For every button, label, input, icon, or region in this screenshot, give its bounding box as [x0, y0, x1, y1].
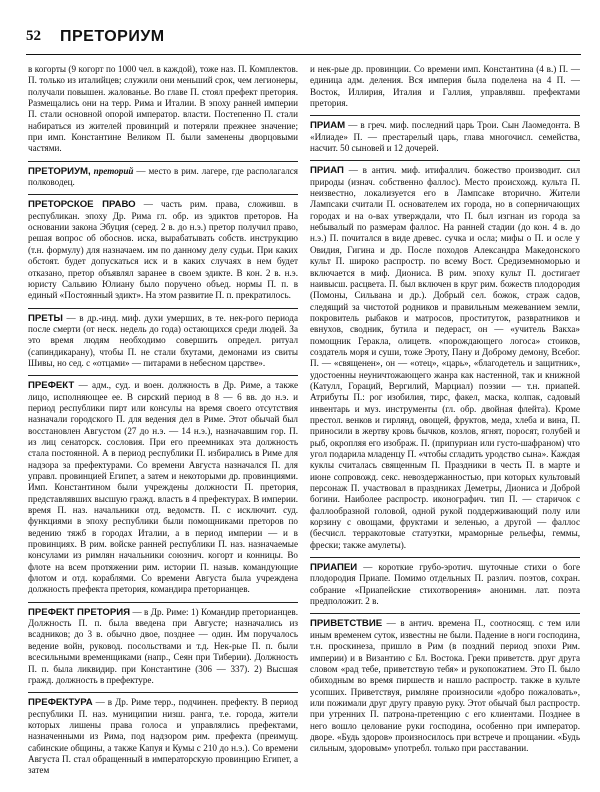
entry-text: — короткие грубо-эротич. шуточные стихи о боге плодородия Приапе. Помимо отдельных П. различ. поэтов, сохран. собрание «Приапейские стихотворения» анонимн. лат. поэта предположит. 2 в. [310, 562, 580, 607]
entry-text: — в др.-инд. миф. духи умерших, в те. нек-рого периода после смерти (от неск. недель до года) остающихся среди людей. За это время людям необходимо совершить определ. ритуал (сапиндикарану), чтобы П. не стали бхутами, демонами из свиты Шивы, но сед. с «отцами» — питарами в небесном царстве». [28, 312, 298, 368]
entry-continuation [310, 64, 580, 109]
right-column [310, 64, 580, 786]
dictionary-entry [310, 613, 580, 754]
dictionary-entry [28, 602, 298, 686]
page-header [26, 28, 581, 55]
dictionary-entry [28, 692, 298, 776]
entry-headword: ПРИВЕТСТВИЕ [310, 618, 383, 630]
entry-headword: ПРЕФЕКТ [28, 380, 75, 392]
entry-headword: ПРИАП [310, 165, 344, 177]
dictionary-entry [310, 557, 580, 607]
entry-text: — в греч. миф. последний царь Трои. Сын Лаомедонта. В «Илиаде» П. — престарелый царь, глава многочисл. семейства, насчит. 50 сыновей и 12 дочерей. [310, 120, 580, 154]
dictionary-entry [310, 160, 580, 551]
entry-text: — адм., суд. и воен. должность в Др. Риме, а также лицо, исполняющее ее. В сирский период в 8 — 6 вв. до н.э. и период республики пирт или консулы на время своего отсутствия назначали городского П. для ведения дел в Риме. Этот обычай был восстановлен Августом (27 до н.э. — 14 н.э.), назначавшим гор. П. из лиц сенаторск. сословия. При его преемниках эта должность стала постоянной. А в период республики П. избирались в Риме для надзора за префектурами. Со времени Августа назначался П. для управл. провинцией Египет, а затем и некоторыми др. провинциями. Имп. Константином были учреждены должности П. претория, представлявших высшую гражд. власть в 4 префектурах. В империи. время П. наз. начальники отд. ведомств. П. с исключит. суд. функциями в эпоху республики были помощниками преторов по ведению тяжб в городах Италии, а в период империи — и в провинциях. В рим. войске ранней республики П. наз. назначаемые консулами из римлян начальники союзнич. когорт и конницы. Во флоте на всем протяжении рим. истории П. назыв. командующие флотом и отд. кораблями. Со времени Августа была учреждена должность префекта претория, командира преторианцев. [28, 380, 298, 595]
dictionary-entry [28, 194, 298, 301]
entry-text: — часть рим. права, сложивш. в республикан. эпоху Др. Рима гл. обр. из эдиктов преторов. На основании закона Эбуция (серед. 2 в. до н.э.) претор получил право, решая вопрос об обоснов. иска, вырабатывать собств. инструкцию (т.н. формулу) для назначаем. им по данному делу судьи. При каких обстоят. будет допускаться иск и в каких случаях в нем будет отказано, претор объявлял заранее в своем эдикте. В кон. 2 в. н.э. юристу Сальвию Юлиану было поручено объед. нормы П. п. в единый «Постоянный эдикт». На этом развитие П. п. прекратилось. [28, 199, 298, 301]
dictionary-entry [28, 308, 298, 370]
entry-text: — в антич. миф. итифаллич. божество производит. сил природы (изнач. собственно фаллос). Место происхожд. культа П. неизвестно, локализуется его в Лампсаке вторично. Жители Лампсаки считали П. основателем их города, но в соперничающих городах и на о-вах утверждали, что П. был изгнан из города за небывалый по размерам фаллос. На ранней стадии (до кон. 4 в. до н.э.) П. почитался в виде древес. сучка и осла; мифы о П. и осле у Овидия, Гигина и др. После походов Александра Македонского культ П. широко распростр. по всему Вост. Средиземноморью и включается в миф. Диониса. В рим. эпоху культ П. достигает наивысш. расцвета. П. был включен в круг рим. божеств плодородия (Помоны, Сильвана и др.). Добрый сел. божок, страж садов, следящий за чистотой родников и правильным межеванием земли, покровитель рыбаков и матросов, проституток, развратников и евнухов, сводник, бутила и педераст, он — «учитель Вакха» помощник Геракла, олицетв. «порождающего логоса» стоиков, создатель моря и суши, тоже Эроту, Пану и Доброму демону, Всебог. П. — «священен», он — «отец», «царь», «благодетель и защитник», удостоенны неуничтожающего жанра как настенной, так и книжной (Катулл, Гораций, Вергилий, Марциал) поэзии — т.н. приапей. Атрибуты П.: рог изобилия, тирс, факел, маска, колпак, садовый инвентарь и муз. инструменты (гл. обр. двойная флейта). Кроме престол. венков и гирлянд, овощей, фруктов, меда, хлеба и вина, П. приносили в жертву кровь бычков, козлов, ягнят, поросят, голубей и рыб, окропляя его изображ. П. (припуриан или густо-шафраном) что угол подарила младенцу П. «чтобы сгладить уродство сына». Каждая куклы считалась священным П. Праздники в честь П. в марте и июне сопровожд. секс. невоздержанностью, при которых культовый персонаж П. участвовал в праздниках Деметры, Диониса и Доброй богини. Наиболее распростр. иконографич. тип П. — старичок с фаллообразной головой, одной рукой поддерживающий полу или корзину с овощами, фруктами и зеленью, а другой — фаллос (бесчисл. терракотовые статуэтки, мраморные рельефы, геммы, фрески; также амулеты). [310, 165, 580, 550]
entry-headword: ПРЕТЫ [28, 312, 63, 324]
entry-headword: ПРЕФЕКТ ПРЕТОРИЯ [28, 606, 131, 618]
entry-text: — место в рим. лагере, где располагался полководец. [28, 165, 298, 188]
entry-text: и нек-рые др. провинции. Со времени имп. Константина (4 в.) П. — единица адм. деления. Вся империя была поделена на 4 П. — Восток, Иллирия, Италия и Галлия, управлявш. префектами претория. [310, 64, 580, 109]
entry-text: — в Др. Риме терр., подчинен. префекту. В период республики П. наз. муниципии низш. ранга, т.е. города, жители которых лишены права голоса и управлялись префектами, назначенными из Рима, под надзором рим. префекта (преимущ. сабинские общины, а также Капуя и Кумы с 210 до н.э.). Со времени Августа П. стал обращенный в императорскую провинцию Египет, а затем [28, 697, 298, 776]
entry-gloss: преторий [93, 165, 134, 176]
entry-continuation [28, 64, 298, 155]
running-head: ПРЕТОРИУМ [60, 28, 165, 45]
entry-text: — в антич. времена П., соотносящ. с тем или иным временем суток, известны не были. Падение в ноги господина, т.н. проскинеза, пришло в Рим (в поздний период эпохи Рим. империи) и в Византию с Бл. Востока. Греки приветств. друг друга словом «рад тебе, приветствую тебя» и рукопожатием. Это П. было обиходным во время пиршеств и нашло распростр. также в культе усопших. Приветствуя, римляне произносили «добро пожаловать», или пожимали друг другу правую руку. Этот обычай был распростр. при утренних П. патрона-претенцию с его клиентами. Позднее в него вошло целование руки господина, особенно при император. дворе. «Будь здоров» произносилось при встрече и прощании. «Будь сильным, здоровым» употребл. только при расставании. [310, 618, 580, 754]
dictionary-entry [28, 375, 298, 596]
dictionary-entry [28, 161, 298, 189]
entry-headword: ПРЕТОРСКОЕ ПРАВО [28, 199, 136, 211]
dictionary-entry [310, 115, 580, 154]
entry-headword: ПРЕФЕКТУРА [28, 697, 93, 709]
entry-text: — в Др. Риме: 1) Командир преторианцев. Должность П. п. была введена при Августе; назначались из всадников; до 3 в. обычно двое, позднее — один. Им поручалось ведение войн, руковод. посольствами и т.д. Нек-рые П. п. были всесильными временщиками (напр., Сеян при Тиберии). Должность П. п. была ликвидир. при Константине (306 — 337). 2) Высшая гражд. должность в префектуре. [28, 606, 298, 685]
entry-headword: ПРИАПЕИ [310, 562, 358, 574]
page-number: 52 [26, 28, 41, 44]
entry-headword: ПРИАМ [310, 120, 346, 132]
entry-text: в когорты (9 когорт по 1000 чел. в каждой), тоже наз. П. Комплектов. П. только из италийцев; служили они меньший срок, чем легионеры, получали повышен. жалованье. Во главе П. стоял префект претория. Размещались они на терр. Рима и Италии. В эпоху ранней империи П. стали основной опорой император. власти. Постепенно П. стали набираться из жителей провинций и потеряли прежнее значение; при имп. Константине Великом П. были заменены дворцовыми частями. [28, 64, 298, 154]
entry-headword: ПРЕТОРИУМ, [28, 165, 91, 177]
left-column [28, 64, 298, 786]
